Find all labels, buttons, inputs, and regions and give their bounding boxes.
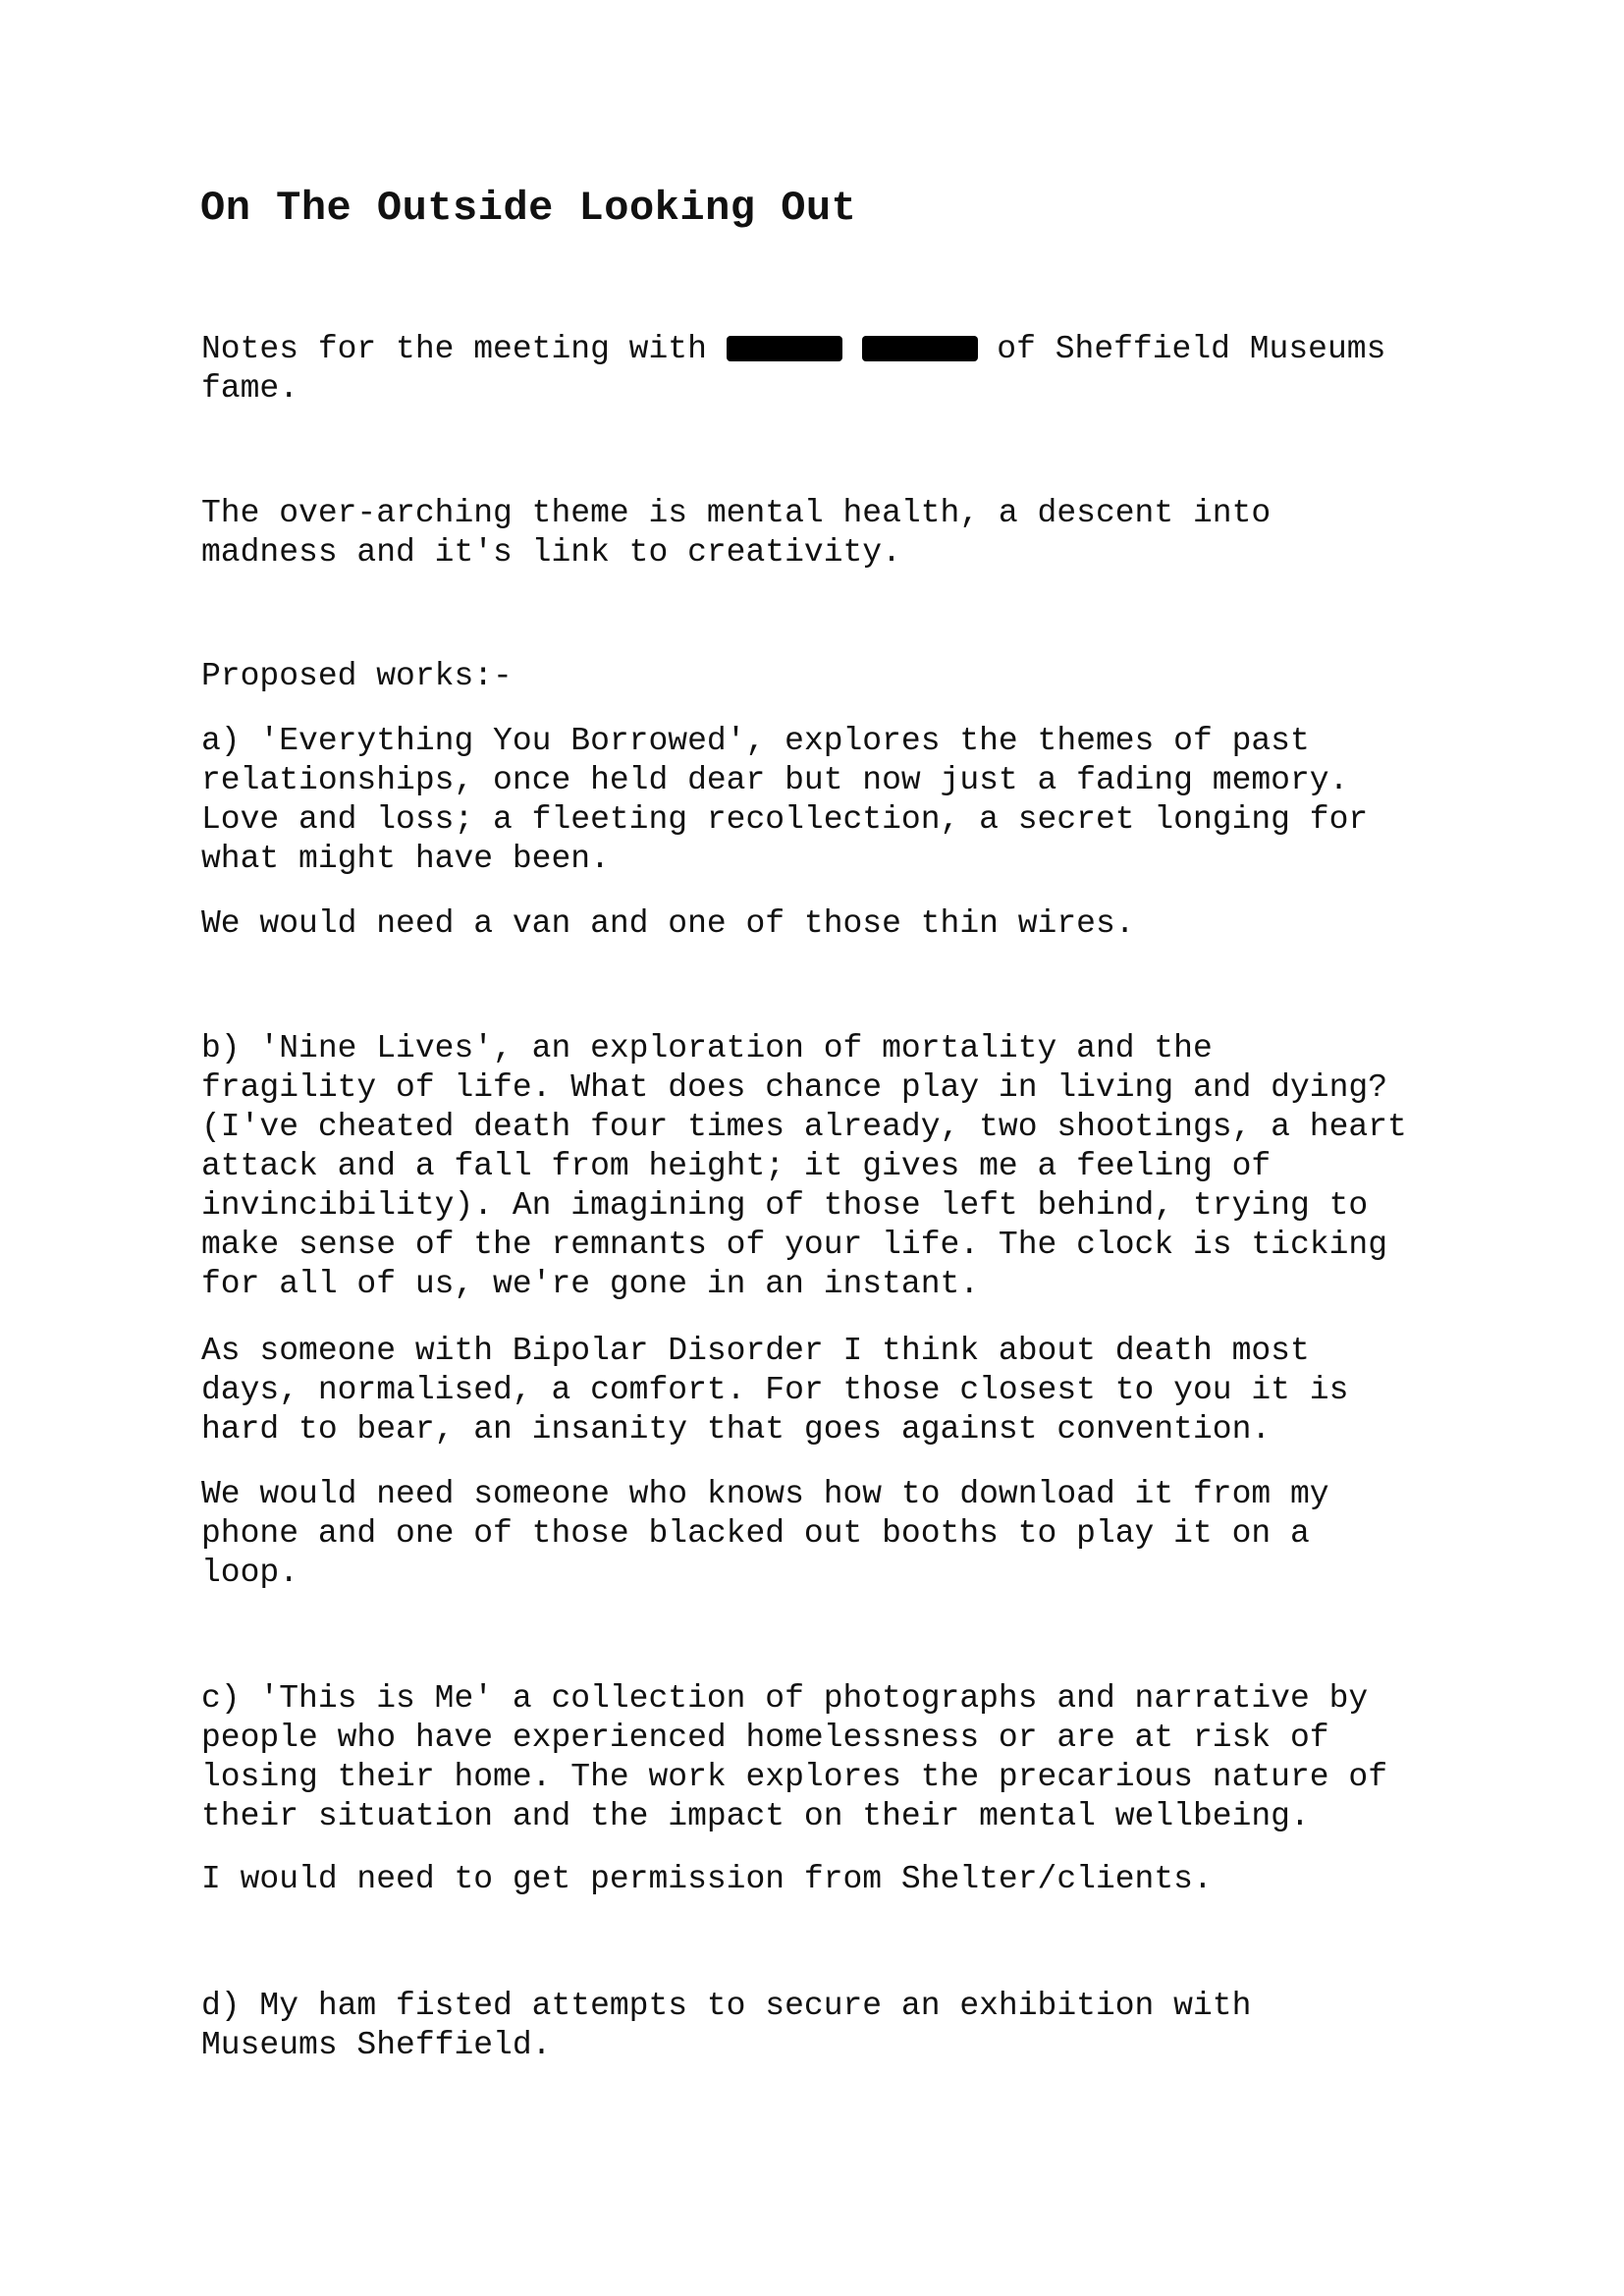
- notes-paragraph: [201, 330, 1385, 409]
- notes-text-after: of Sheffield Museums: [977, 331, 1386, 367]
- work-c-description: c) 'This is Me' a collection of photographs and narrative by people who have experienced homelessness or are at risk of losing their home. The work explores the precarious nature of their situation and the impact on their mental wellbeing.: [201, 1680, 1387, 1834]
- theme-paragraph: The over-arching theme is mental health, a descent into madness and it's link to creativity.: [201, 495, 1272, 571]
- work-a-requirements: We would need a van and one of those thin wires.: [201, 905, 1135, 942]
- work-c-requirements: I would need to get permission from Shelter/clients.: [201, 1861, 1213, 1897]
- redacted-surname: [862, 336, 978, 361]
- proposed-works-heading: Proposed works:-: [201, 658, 513, 694]
- notes-text-before: Notes for the meeting with: [201, 331, 727, 367]
- work-b-description: b) 'Nine Lives', an exploration of mortality and the fragility of life. What does chance play in living and dying? (I've cheated death four times already, two shootings, a heart attack and a fall from height; it gives me a feeling of invincibility). An imagining of those left behind, trying to make sense of the remnants of your life. The clock is ticking for all of us, we're gone in an instant.: [201, 1030, 1407, 1302]
- work-a-description: a) 'Everything You Borrowed', explores the themes of past relationships, once held dear but now just a fading memory. Love and loss; a fleeting recollection, a secret longing for what might have been.: [201, 723, 1369, 877]
- work-b-bipolar-note: As someone with Bipolar Disorder I think about death most days, normalised, a comfort. For those closest to you it is hard to bear, an insanity that goes against convention.: [201, 1333, 1349, 1448]
- work-b-requirements: We would need someone who knows how to download it from my phone and one of those blacked out booths to play it on a loop.: [201, 1476, 1329, 1591]
- redacted-first-name: [727, 336, 842, 361]
- document-title: On The Outside Looking Out: [200, 185, 857, 232]
- notes-text-line2: fame.: [201, 370, 299, 407]
- work-d-description: d) My ham fisted attempts to secure an exhibition with Museums Sheffield.: [201, 1988, 1252, 2063]
